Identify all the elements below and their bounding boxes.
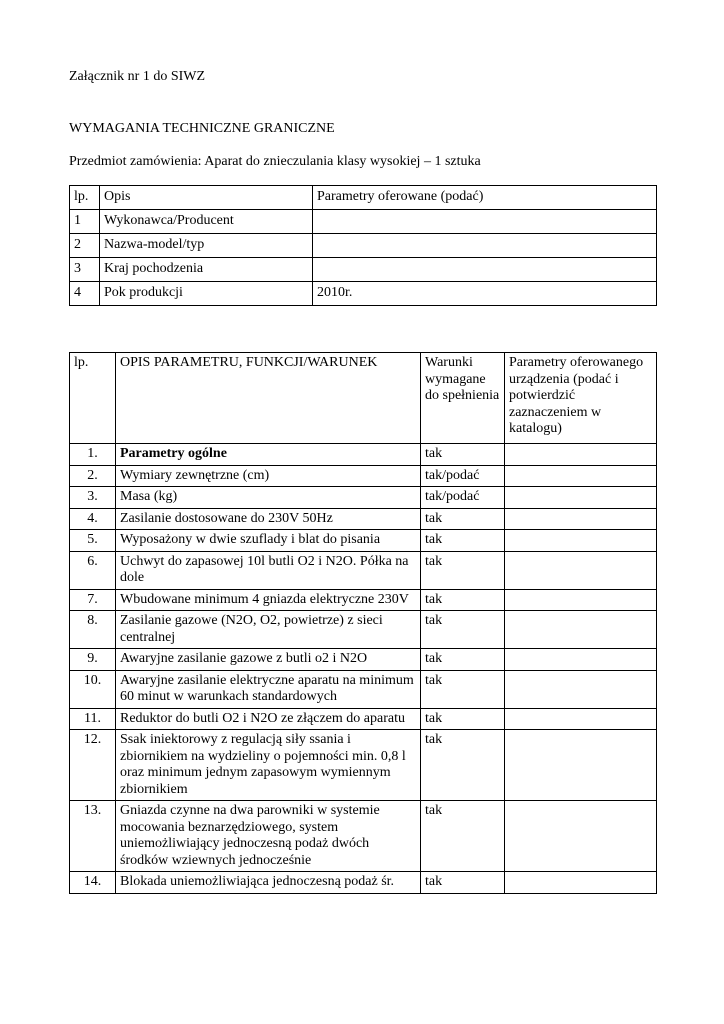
table-row <box>70 258 657 282</box>
row-warunek: tak <box>421 801 505 872</box>
header-opis: OPIS PARAMETRU, FUNKCJI/WARUNEK <box>116 353 421 444</box>
table-header-row <box>70 353 657 444</box>
order-subject: Przedmiot zamówienia: Aparat do znieczulania klasy wysokiej – 1 sztuka <box>69 154 481 169</box>
table-row <box>70 551 657 589</box>
supplier-info-table <box>69 185 657 306</box>
document-title: WYMAGANIA TECHNICZNE GRANICZNE <box>69 121 335 136</box>
row-lp: 2 <box>70 234 100 258</box>
row-lp: 13. <box>70 801 116 872</box>
table-row <box>70 530 657 552</box>
row-warunek: tak <box>421 872 505 894</box>
row-param-cell <box>505 487 657 509</box>
row-param-cell <box>505 730 657 801</box>
row-param-cell <box>505 708 657 730</box>
row-param-cell <box>505 872 657 894</box>
row-opis: Pok produkcji <box>100 282 313 306</box>
row-lp: 10. <box>70 670 116 708</box>
row-opis: Gniazda czynne na dwa parowniki w systemie mocowania beznarzędziowego, system uniemożliwiający jednoczesną podaż dwóch środków wziewnych jednocześnie <box>116 801 421 872</box>
row-warunek: tak <box>421 708 505 730</box>
row-lp: 5. <box>70 530 116 552</box>
row-warunek: tak/podać <box>421 465 505 487</box>
table-row <box>70 444 657 466</box>
row-warunek: tak <box>421 670 505 708</box>
row-param-cell <box>505 801 657 872</box>
row-lp: 7. <box>70 589 116 611</box>
row-lp: 4 <box>70 282 100 306</box>
row-param-cell <box>505 589 657 611</box>
header-lp: lp. <box>70 353 116 444</box>
row-lp: 3. <box>70 487 116 509</box>
row-lp: 8. <box>70 611 116 649</box>
row-opis: Wymiary zewnętrzne (cm) <box>116 465 421 487</box>
row-opis: Awaryjne zasilanie gazowe z butli o2 i N2O <box>116 649 421 671</box>
row-opis: Kraj pochodzenia <box>100 258 313 282</box>
row-opis: Zasilanie gazowe (N2O, O2, powietrze) z sieci centralnej <box>116 611 421 649</box>
row-opis: Zasilanie dostosowane do 230V 50Hz <box>116 508 421 530</box>
header-parametry: Parametry oferowane (podać) <box>313 186 657 210</box>
row-warunek: tak <box>421 730 505 801</box>
row-param <box>313 210 657 234</box>
table-row <box>70 234 657 258</box>
row-warunek: tak <box>421 551 505 589</box>
header-lp: lp. <box>70 186 100 210</box>
table-row <box>70 282 657 306</box>
row-opis: Wykonawca/Producent <box>100 210 313 234</box>
row-opis: Blokada uniemożliwiająca jednoczesną podaż śr. <box>116 872 421 894</box>
row-param-cell <box>505 508 657 530</box>
row-opis: Wyposażony w dwie szuflady i blat do pisania <box>116 530 421 552</box>
row-param <box>313 234 657 258</box>
row-opis: Uchwyt do zapasowej 10l butli O2 i N2O. Półka na dole <box>116 551 421 589</box>
row-param-cell <box>505 465 657 487</box>
row-param-cell <box>505 551 657 589</box>
row-warunek: tak <box>421 530 505 552</box>
row-lp: 12. <box>70 730 116 801</box>
row-warunek: tak <box>421 611 505 649</box>
table-row <box>70 487 657 509</box>
table-header-row <box>70 186 657 210</box>
row-lp: 2. <box>70 465 116 487</box>
row-warunek: tak/podać <box>421 487 505 509</box>
header-warunki: Warunki wymagane do spełnienia <box>421 353 505 444</box>
table-row <box>70 465 657 487</box>
table-row <box>70 508 657 530</box>
row-lp: 1 <box>70 210 100 234</box>
row-warunek: tak <box>421 508 505 530</box>
table-row <box>70 708 657 730</box>
row-lp: 1. <box>70 444 116 466</box>
table-row <box>70 210 657 234</box>
row-param-cell <box>505 530 657 552</box>
row-param: 2010r. <box>313 282 657 306</box>
row-param-cell <box>505 611 657 649</box>
row-opis: Awaryjne zasilanie elektryczne aparatu na minimum 60 minut w warunkach standardowych <box>116 670 421 708</box>
row-warunek: tak <box>421 444 505 466</box>
row-warunek: tak <box>421 649 505 671</box>
row-param-cell <box>505 444 657 466</box>
annex-label: Załącznik nr 1 do SIWZ <box>69 69 206 84</box>
row-opis: Parametry ogólne <box>116 444 421 466</box>
row-opis: Wbudowane minimum 4 gniazda elektryczne 230V <box>116 589 421 611</box>
row-opis: Masa (kg) <box>116 487 421 509</box>
header-parametry: Parametry oferowanego urządzenia (podać i potwierdzić zaznaczeniem w katalogu) <box>505 353 657 444</box>
table-row <box>70 730 657 801</box>
row-opis: Reduktor do butli O2 i N2O ze złączem do aparatu <box>116 708 421 730</box>
row-param <box>313 258 657 282</box>
table-row <box>70 670 657 708</box>
row-lp: 9. <box>70 649 116 671</box>
row-lp: 14. <box>70 872 116 894</box>
table-row <box>70 589 657 611</box>
row-param-cell <box>505 649 657 671</box>
table-row <box>70 872 657 894</box>
row-lp: 11. <box>70 708 116 730</box>
row-lp: 4. <box>70 508 116 530</box>
table-row <box>70 649 657 671</box>
row-param-cell <box>505 670 657 708</box>
table-row <box>70 611 657 649</box>
technical-requirements-table <box>69 352 657 894</box>
row-warunek: tak <box>421 589 505 611</box>
header-opis: Opis <box>100 186 313 210</box>
table-row <box>70 801 657 872</box>
row-opis: Ssak iniektorowy z regulacją siły ssania i zbiornikiem na wydzieliny o pojemności min. 0,8 l oraz minimum jednym zapasowym wymiennym zbiornikiem <box>116 730 421 801</box>
row-opis: Nazwa-model/typ <box>100 234 313 258</box>
row-lp: 6. <box>70 551 116 589</box>
row-lp: 3 <box>70 258 100 282</box>
